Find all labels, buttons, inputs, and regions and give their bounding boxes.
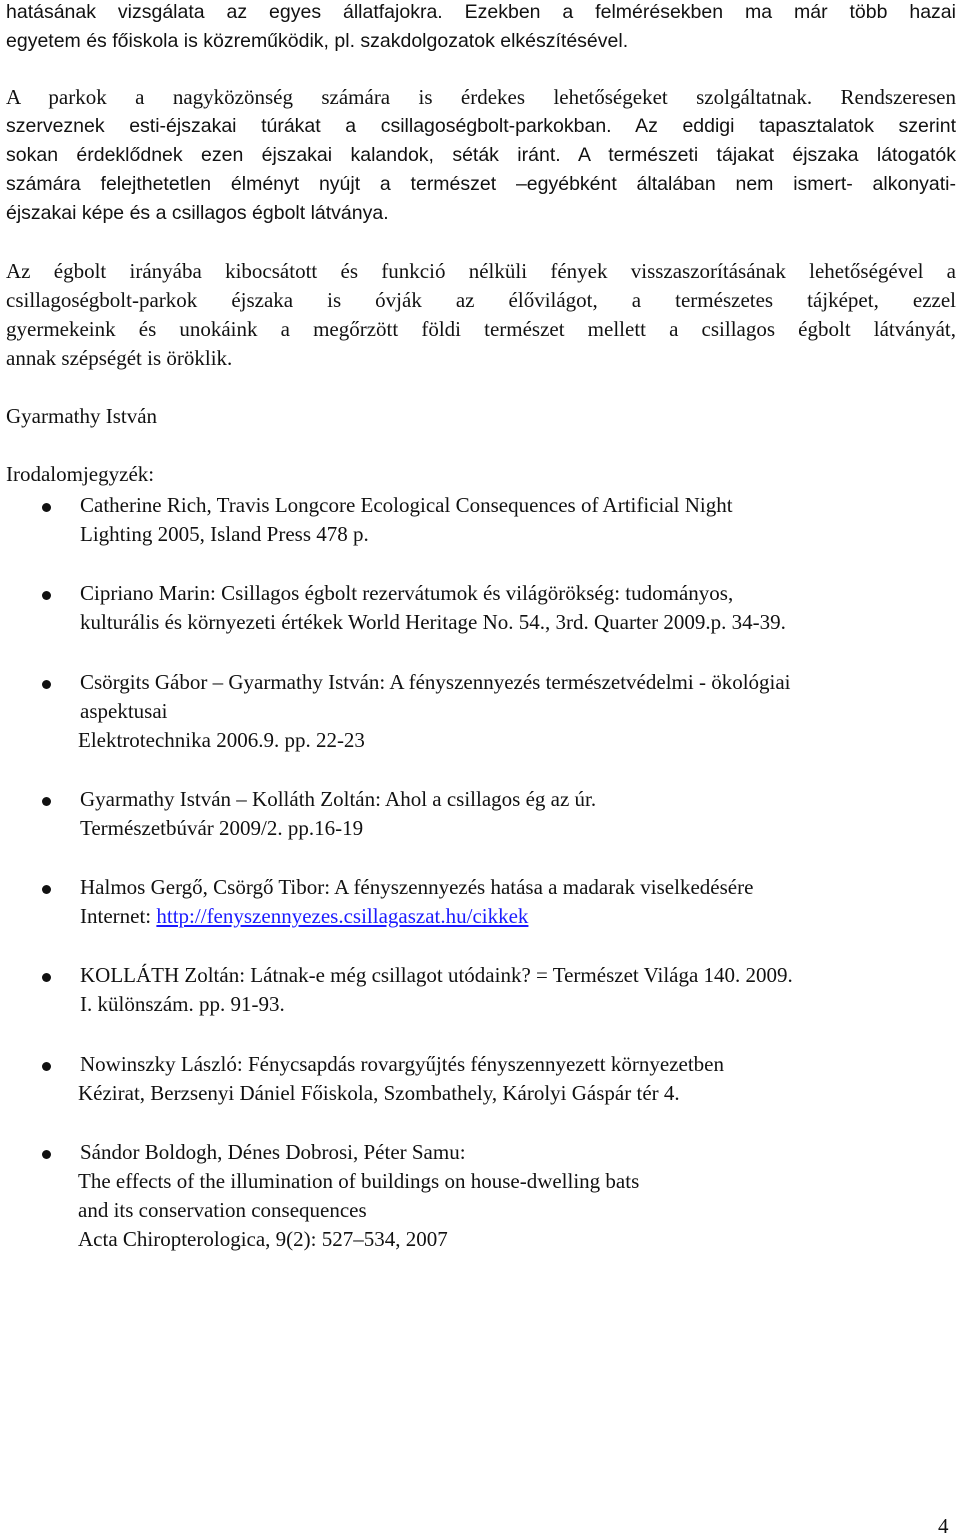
reference-line: KOLLÁTH Zoltán: Látnak-e még csillagot utódaink? = Természet Világa 140. 2009. — [80, 963, 793, 987]
bullet-icon — [42, 680, 51, 689]
reference-line: Csörgits Gábor – Gyarmathy István: A fényszennyezés természetvédelmi - ökológiai — [80, 670, 791, 694]
body-text-line: gyermekeink és unokáink a megőrzött földi természet mellett a csillagos égbolt látványát, — [6, 317, 956, 341]
page-number: 4 — [938, 1514, 949, 1538]
references-heading: Irodalomjegyzék: — [6, 462, 155, 486]
reference-line: Cipriano Marin: Csillagos égbolt rezervátumok és világörökség: tudományos, — [80, 581, 734, 605]
reference-line: Catherine Rich, Travis Longcore Ecological Consequences of Artificial Night — [80, 493, 733, 517]
body-text-line: A parkok a nagyközönség számára is érdekes lehetőségeket szolgáltatnak. Rendszeresen — [6, 85, 956, 109]
reference-line: Elektrotechnika 2006.9. pp. 22-23 — [78, 728, 365, 752]
reference-line: aspektusai — [80, 699, 168, 723]
body-text-line: annak szépségét is öröklik. — [6, 346, 233, 370]
body-text-line: hatásának vizsgálata az egyes állatfajokra. Ezekben a felmérésekben ma már több hazai — [6, 1, 956, 23]
reference-link[interactable]: http://fenyszennyezes.csillagaszat.hu/cikkek — [156, 904, 529, 928]
reference-line: and its conservation consequences — [78, 1198, 367, 1222]
link-prefix: Internet: — [80, 904, 157, 928]
bullet-icon — [42, 1150, 51, 1159]
reference-line: The effects of the illumination of buildings on house-dwelling bats — [78, 1169, 640, 1193]
reference-line: Halmos Gergő, Csörgő Tibor: A fényszennyezés hatása a madarak viselkedésére — [80, 875, 754, 899]
reference-line: Természetbúvár 2009/2. pp.16-19 — [80, 816, 364, 840]
reference-line: Kézirat, Berzsenyi Dániel Főiskola, Szombathely, Károlyi Gáspár tér 4. — [78, 1081, 680, 1105]
body-text-line: Az égbolt irányába kibocsátott és funkció nélküli fények visszaszorításának lehetőségével a — [6, 259, 956, 283]
bullet-icon — [42, 503, 51, 512]
body-text-line: éjszakai képe és a csillagos égbolt látványa. — [6, 202, 389, 224]
body-text-line: sokan érdeklődnek ezen éjszakai kalandok, séták iránt. A természeti tájakat éjszaka látogatók — [6, 144, 956, 166]
reference-line: Lighting 2005, Island Press 478 p. — [80, 522, 369, 546]
reference-line: I. különszám. pp. 91-93. — [80, 992, 285, 1016]
reference-line: Nowinszky László: Fénycsapdás rovargyűjtés fényszennyezett környezetben — [80, 1052, 724, 1076]
body-text-line: szerveznek esti-éjszakai túrákat a csillagoségbolt-parkokban. Az eddigi tapasztalatok szerint — [6, 115, 956, 137]
bullet-icon — [42, 973, 51, 982]
bullet-icon — [42, 591, 51, 600]
reference-line: Acta Chiropterologica, 9(2): 527–534, 2007 — [78, 1227, 448, 1251]
reference-line: Sándor Boldogh, Dénes Dobrosi, Péter Samu: — [80, 1140, 466, 1164]
bullet-icon — [42, 885, 51, 894]
author-signature: Gyarmathy István — [6, 404, 158, 428]
body-text-line: csillagoségbolt-parkok éjszaka is óvják az élővilágot, a természetes tájképet, ezzel — [6, 288, 956, 312]
reference-line: kulturális és környezeti értékek World Heritage No. 54., 3rd. Quarter 2009.p. 34-39. — [80, 610, 786, 634]
reference-line: Gyarmathy István – Kolláth Zoltán: Ahol a csillagos ég az úr. — [80, 787, 597, 811]
bullet-icon — [42, 797, 51, 806]
body-text-line: számára felejthetetlen élményt nyújt a természet –egyébként általában nem ismert- alkonyati- — [6, 173, 956, 195]
bullet-icon — [42, 1062, 51, 1071]
body-text-line: egyetem és főiskola is közreműködik, pl. szakdolgozatok elkészítésével. — [6, 30, 629, 52]
reference-line — [80, 902, 528, 931]
